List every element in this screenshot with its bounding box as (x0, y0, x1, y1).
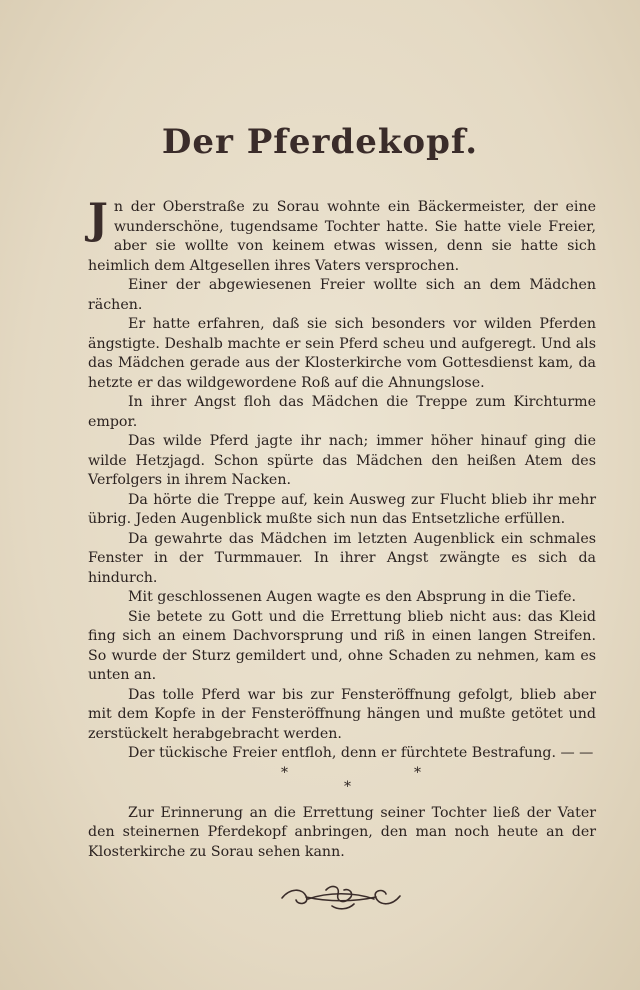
paragraph-text: n der Oberstraße zu Sorau wohnte ein Bäckermeister, der eine wunderschöne, tugendsame Tochter hatte. Sie hatte viele Freier, aber sie wollte von keinem etwas wissen, denn sie hatte sich heimlich dem Altgesellen ihres Vaters versprochen. (88, 199, 596, 274)
separator-star: * (281, 764, 288, 781)
section-separator (88, 764, 596, 804)
paragraph-6: Da hörte die Treppe auf, kein Ausweg zur Flucht blieb ihr mehr übrig. Jeden Augenblick mußte sich nun das Entsetzliche erfüllen. (88, 491, 596, 527)
story-text (88, 194, 596, 862)
paragraph-2: Einer der abgewiesenen Freier wollte sich an dem Mädchen rächen. (88, 277, 596, 313)
paragraph-3: Er hatte erfahren, daß sie sich besonders vor wilden Pferden ängstigte. Deshalb machte er sein Pferd scheu und aufgeregt. Und als das Mädchen gerade aus der Klosterkirche vom Gottesdienst kam, da hetzte er das wildgewordene Roß auf die Ahnungslose. (88, 316, 596, 391)
paragraph-5: Das wilde Pferd jagte ihr nach; immer höher hinauf ging die wilde Hetzjagd. Schon spürte das Mädchen den heißen Atem des Verfolgers in ihrem Nacken. (88, 433, 596, 488)
closing-paragraph: Zur Erinnerung an die Errettung seiner Tochter ließ der Vater den steinernen Pferdekopf anbringen, den man noch heute an der Klosterkirche zu Sorau sehen kann. (88, 804, 596, 860)
separator-star: * (414, 764, 421, 781)
paragraph-4: In ihrer Angst floh das Mädchen die Treppe zum Kirchturme empor. (88, 394, 596, 430)
paragraph-7: Da gewahrte das Mädchen im letzten Augenblick ein schmales Fenster in der Turmmauer. In ihrer Angst zwängte es sich da hindurch. (88, 530, 596, 586)
page-title: Der Pferdekopf. (161, 122, 479, 162)
paragraph-11: Der tückische Freier entfloh, denn er fürchtete Bestrafung. — — (128, 745, 594, 761)
separator-star: * (344, 778, 351, 795)
paragraph-9: Sie betete zu Gott und die Errettung blieb nicht aus: das Kleid fing sich an einem Dachvorsprung und riß in einen langen Streifen. So wurde der Sturz gemildert und, ohne Schaden zu nehmen, kam es unten an. (88, 608, 596, 683)
flourish-ornament-icon (278, 880, 404, 914)
paragraph-8: Mit geschlossenen Augen wagte es den Absprung in die Tiefe. (128, 589, 577, 605)
paragraph-10: Das tolle Pferd war bis zur Fensteröffnung gefolgt, blieb aber mit dem Kopfe in der Fensteröffnung hängen und mußte getötet und zerstückelt herabgebracht werden. (88, 686, 596, 742)
paragraph-1 (88, 194, 596, 276)
drop-cap: J (88, 194, 108, 243)
